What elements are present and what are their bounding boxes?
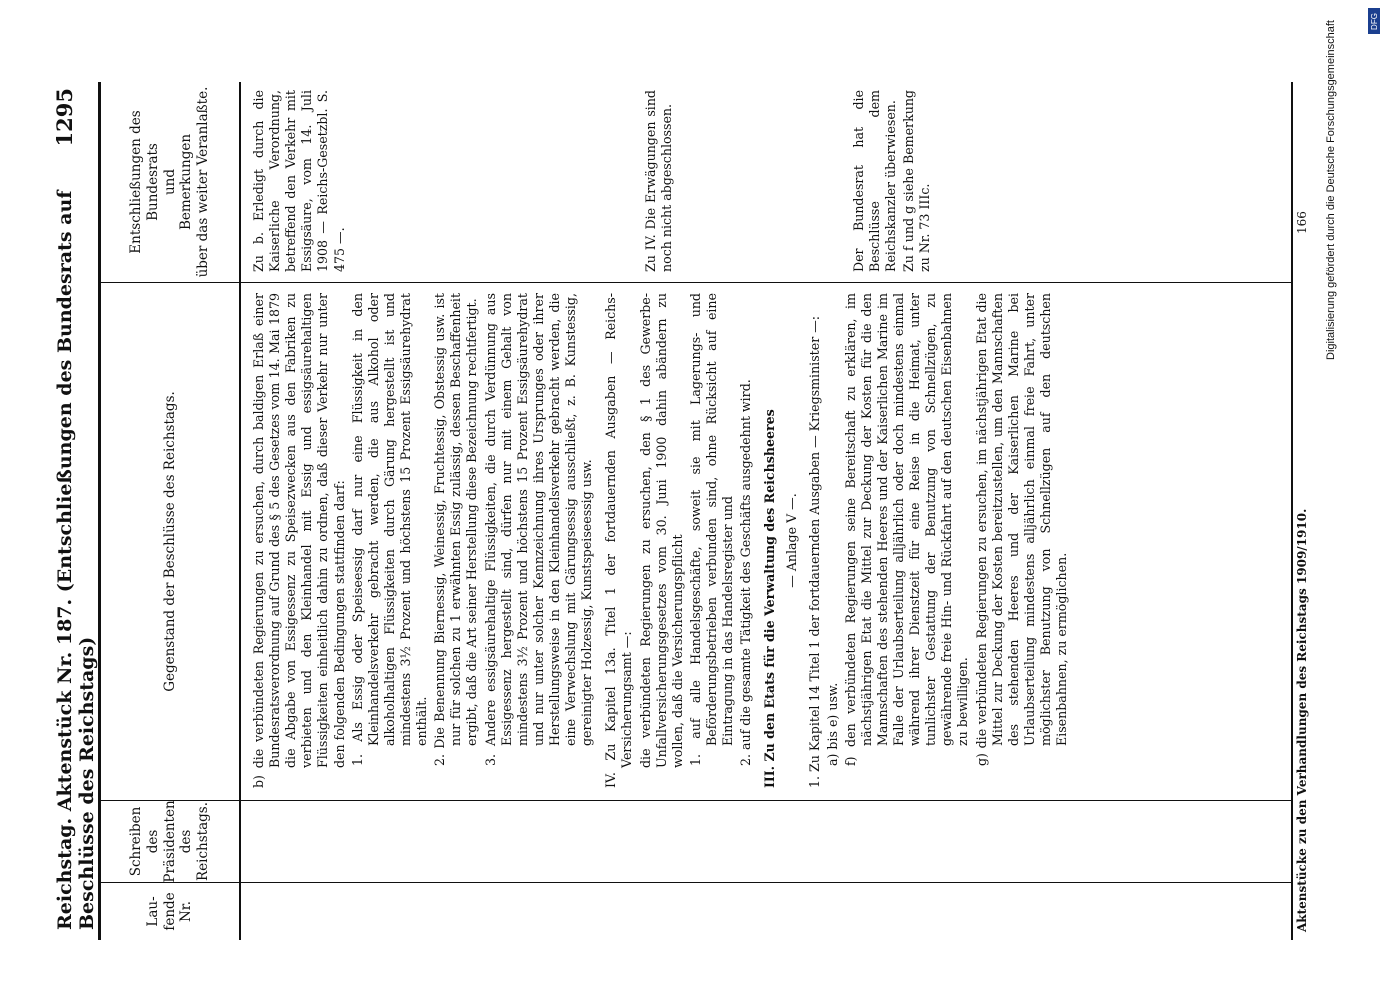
note-zu-b: Zu b. Erledigt durch die Kaiserliche Verordnung, betreffend den Verkehr mit Essigsäure, vom 14. Juli 1908 — Reichs-Gesetzbl. S. 475 —. [251, 90, 347, 272]
table-header [101, 82, 241, 940]
section-iii-title: III. Zu den Etats für die Verwaltung des Reichsheeres [762, 409, 778, 788]
list-item: 2. auf die gesamte Tätigkeit des Geschäfts ausgedehnt wird. [738, 379, 754, 766]
sheet-number: 166 [1295, 211, 1309, 234]
column-laufende-nr [241, 882, 1291, 940]
note-zu-iv: Zu IV. Die Erwägungen sind noch nicht abgeschlossen. [643, 90, 675, 272]
note-zu-fg: Zu f und g siehe Bemerkung zu Nr. 73 IIIc. [901, 90, 933, 272]
paragraph-iv-text: die verbündeten Regierungen zu ersuchen, den § 1 des Gewerbe-Unfallversicherungsgesetzes vom 30. Juni 1900 dahin abändern zu wollen, daß die Versicherungspflicht [637, 293, 685, 768]
dfg-logo: DFG [1368, 8, 1380, 34]
header-title: Reichstag. Aktenstück Nr. 187. (Entschließungen des Bundesrats auf Beschlüsse des Reichstags) [54, 190, 98, 930]
paragraph-b: b) die verbündeten Regierungen zu ersuchen, durch baldigen Erlaß einer Bundesratsverordnung auf Grund des § 5 des Gesetzes vom 14. Mai 1879 die Abgabe von Essigessenz zu Speisezwecken aus den Fabriken zu verbieten und den Kleinhandel mit Essig und essigsäurehaltigen Flüssigkeiten einheitlich dahin zu ordnen, daß dieser Verkehr nur unter den folgenden Bedingungen stattfinden darf: [251, 293, 347, 788]
paragraph-iii-1: 1. Zu Kapitel 14 Titel 1 der fortdauernden Ausgaben — Kriegsminister —: [806, 315, 822, 788]
list-item: 1. auf alle Handelsgeschäfte, soweit sie mit Lagerungs- und Beförderungsbetrieben verbunden sind, ohne Rücksicht auf eine Eintragung in das Handelsregister und [687, 293, 736, 766]
rotated-page [50, 70, 1310, 940]
list-item: 1. Als Essig oder Speiseessig darf nur eine Flüssigkeit in den Kleinhandelsverkehr gebracht werden, die aus Alkohol oder alkoholhaltigen Flüssigkeiten durch Gärung hergestellt ist und mindestens 3½ Prozent und höchstens 15 Prozent Essigsäurehydrat enthält. [349, 293, 430, 766]
header-schreiben: Schreiben des Präsidenten des Reichstags. [101, 800, 239, 882]
list-item: a) bis e) usw. [824, 682, 840, 766]
digitization-note [1316, 20, 1346, 960]
list-item: g) die verbündeten Regierungen zu ersuchen, im nächstjährigen Etat die Mittel zur Deckung der Kosten bereitzustellen, um den Mannschaften des stehenden Heeres und der Kaiserlichen Marine bei Urlaubserteilung mindestens alljährlich einmal freie Fahrt, unter möglichster Benutzung von Schnellzügen auf den deutschen Eisenbahnen, zu ermöglichen. [973, 293, 1070, 766]
page-number: 1295 [52, 88, 77, 147]
column-gegenstand [241, 282, 1291, 800]
digitization-note-text: Digitalisierung gefördert durch die Deutsche Forschungsgemeinschaft [1325, 20, 1337, 360]
resolutions-table [98, 82, 1293, 940]
header-entschliessungen: Entschließungen des Bundesrats und Bemerkungen über das weiter Veranlaßte. [127, 86, 212, 278]
list-item: f) den verbündeten Regierungen seine Bereitschaft zu erklären, im nächstjährigen Etat die Mittel zur Deckung der Kosten für die den Mannschaften des stehenden Heeres und der Kaiserlichen Marine im Falle der Urlaubserteilung alljährlich oder doch mindestens einmal während ihrer Dienstzeit für eine Reise in die Heimat, unter tunlichster Gestattung der Benutzung von Schnellzügen, zu gewährende freie Hin- und Rückfahrt auf den deutschen Eisenbahnen zu bewilligen. [842, 293, 971, 766]
header-laufende-nr: Lau- fende Nr. [101, 882, 239, 940]
note-zu-iii: Der Bundesrat hat die Beschlüsse dem Reichskanzler überwiesen. [851, 90, 899, 272]
section-iii-anlage: — Anlage V —. [784, 493, 800, 588]
page-header [50, 70, 98, 940]
gegenstand-text [251, 293, 1072, 788]
header-gegenstand: Gegenstand der Beschlüsse des Reichstags. [101, 282, 239, 800]
column-schreiben [241, 800, 1291, 882]
column-entschliessungen [241, 82, 1291, 282]
list-item: 3. Andere essigsäurehaltige Flüssigkeiten, die durch Verdünnung aus Essigessenz hergestellt sind, dürfen nur mit einem Gehalt von mindestens 3½ Prozent und höchstens 15 Prozent Essigsäurehydrat und nur unter solcher Kennzeichnung ihres Ursprunges oder ihrer Herstellungsweise in den Kleinhandelsverkehr gebracht werden, die eine Verwechslung mit Gärungsessig ausschließt, z. B. Kunstessig, gereinigter Holzessig, Kunstspeiseessig usw. [482, 293, 595, 766]
footer-text: Aktenstücke zu den Verhandlungen des Reichstags 1909/1910. [1295, 508, 1309, 932]
paragraph-iv: IV. Zu Kapitel 13a. Titel 1 der fortdauernden Ausgaben — Reichs-Versicherungsamt —: [603, 293, 635, 788]
list-item: 2. Die Benennung Biernessig, Weinessig, Fruchtessig, Obstessig usw. ist nur für solchen zu 1 erwähnten Essig zulässig, dessen Beschaffenheit ergibt, daß die Art seiner Herstellung diese Bezeichnung rechtfertigt. [432, 293, 480, 766]
